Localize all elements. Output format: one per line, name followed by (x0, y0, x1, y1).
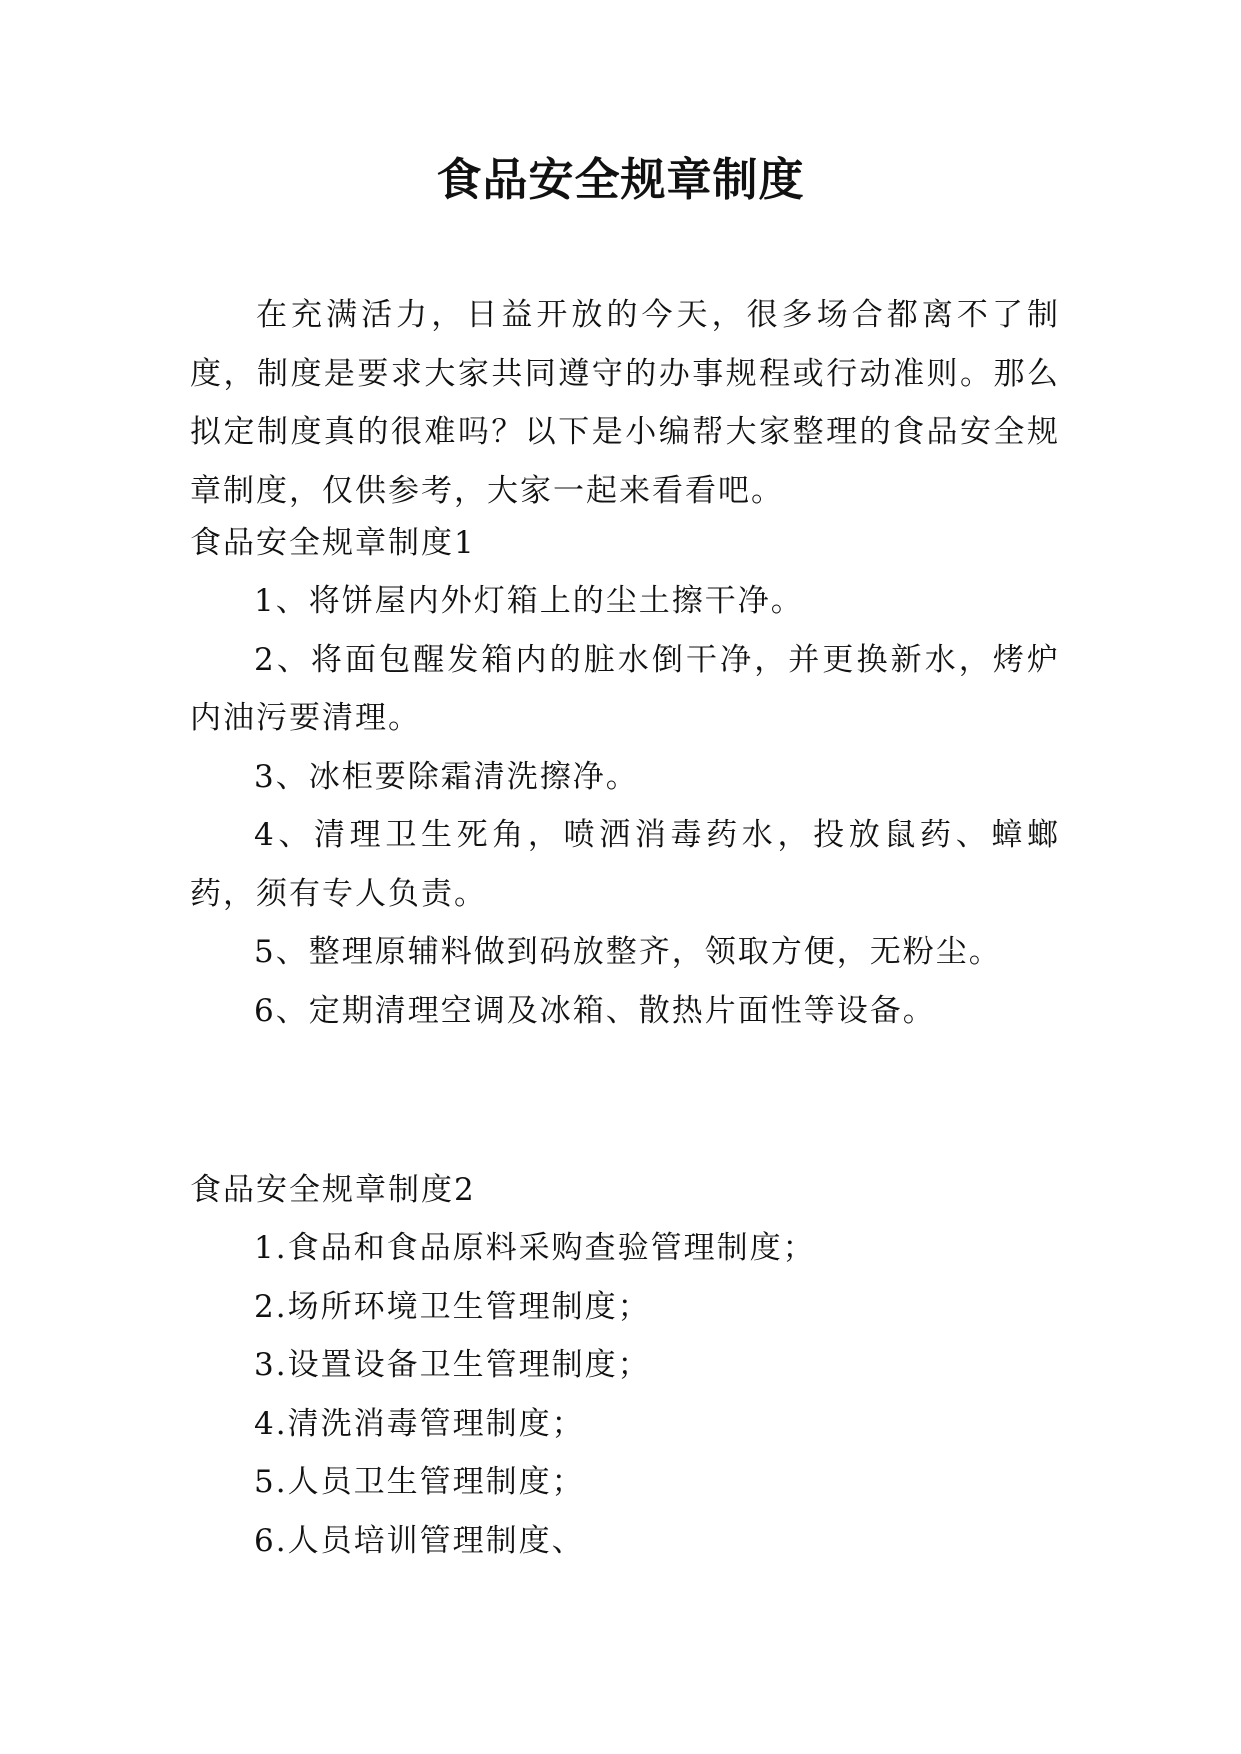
list-item: 2.场所环境卫生管理制度； (254, 1288, 651, 1325)
list-item: 5、整理原辅料做到码放整齐，领取方便，无粉尘。 (254, 934, 1002, 970)
list-item: 1、将饼屋内外灯箱上的尘土擦干净。 (254, 583, 804, 619)
list-item: 4.清洗消毒管理制度； (254, 1405, 585, 1442)
list-item: 6、定期清理空调及冰箱、散热片面性等设备。 (254, 992, 936, 1029)
list-item: 2、将面包醒发箱内的脏水倒干净，并更换新水，烤炉内油污要清理。 (190, 641, 1060, 736)
list-item: 4、清理卫生死角，喷洒消毒药水，投放鼠药、蟑螂药，须有专人负责。 (190, 817, 1060, 912)
list-item: 6.人员培训管理制度、 (254, 1522, 585, 1559)
section-heading-2: 食品安全规章制度2 (190, 1172, 476, 1208)
intro-paragraph: 在充满活力，日益开放的今天，很多场合都离不了制度，制度是要求大家共同遵守的办事规程或行动准则。那么拟定制度真的很难吗？以下是小编帮大家整理的食品安全规章制度，仅供参考，大家一起来看看吧。 (190, 297, 1060, 509)
list-item: 3、冰柜要除霜清洗擦净。 (254, 758, 639, 795)
section-heading-1: 食品安全规章制度1 (190, 525, 476, 561)
list-item: 1.食品和食品原料采购查验管理制度； (254, 1230, 816, 1266)
list-item: 3.设置设备卫生管理制度； (254, 1347, 651, 1383)
section-2-list (190, 1219, 1060, 1570)
section-1-list (190, 572, 1060, 1040)
document-title: 食品安全规章制度 (436, 153, 805, 206)
list-item: 5.人员卫生管理制度； (254, 1464, 585, 1500)
